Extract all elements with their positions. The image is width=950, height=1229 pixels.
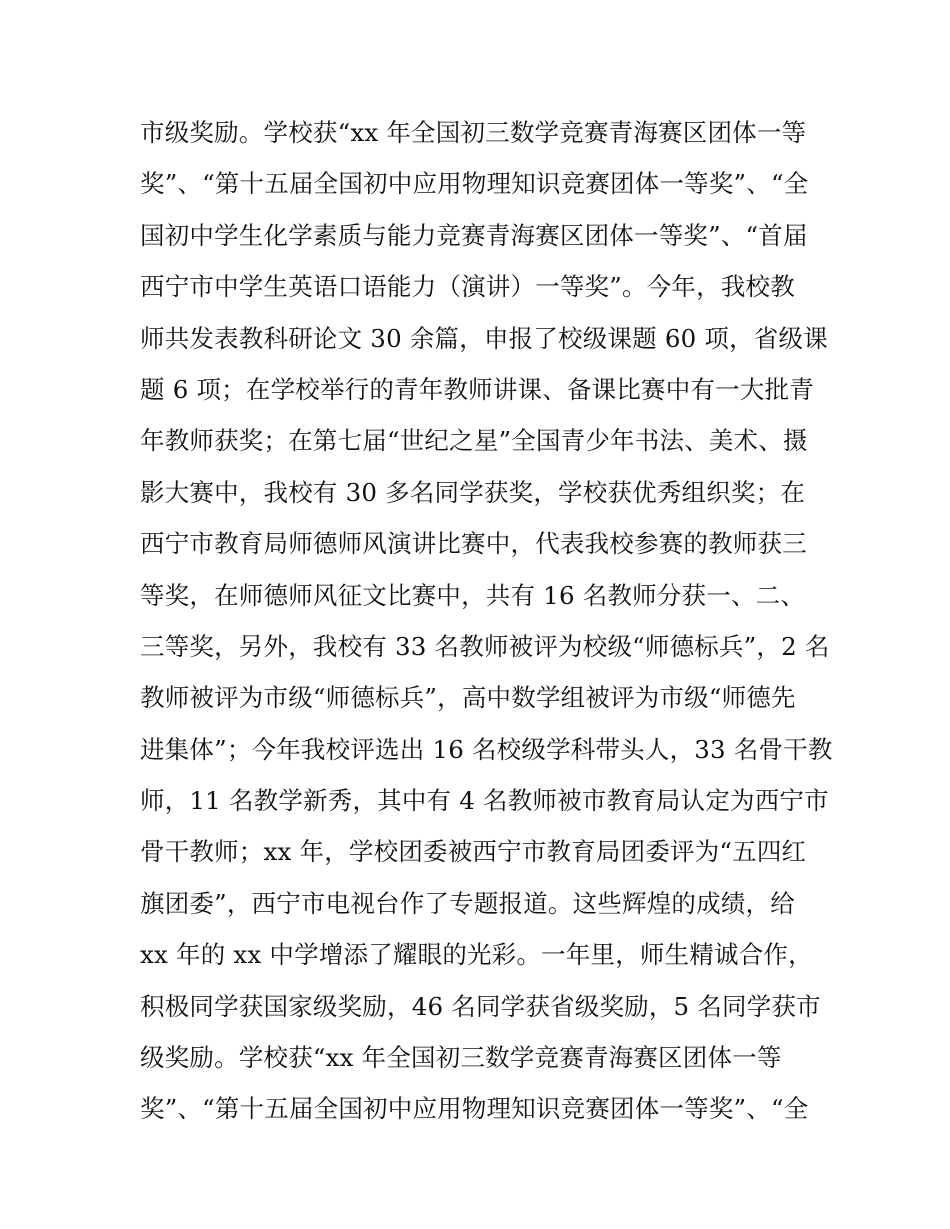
text-line: 教师被评为市级“师德标兵”，高中数学组被评为市级“师德先 bbox=[140, 683, 796, 713]
text-line: 旗团委”，西宁市电视台作了专题报道。这些辉煌的成绩，给 bbox=[140, 888, 795, 918]
text-line: 师，11 名教学新秀，其中有 4 名教师被市教育局认定为西宁市 bbox=[140, 786, 829, 816]
text-line: 西宁市教育局师德师风演讲比赛中，代表我校参赛的教师获三 bbox=[140, 529, 807, 559]
text-line: xx 年的 xx 中学增添了耀眼的光彩。一年里，师生精诚合作， bbox=[140, 940, 813, 970]
text-line: 级奖励。学校获“xx 年全国初三数学竞赛青海赛区团体一等 bbox=[140, 1043, 782, 1073]
text-line: 积极同学获国家级奖励，46 名同学获省级奖励，5 名同学获市 bbox=[140, 991, 821, 1021]
body-paragraph bbox=[140, 107, 833, 1135]
text-line: 市级奖励。学校获“xx 年全国初三数学竞赛青海赛区团体一等 bbox=[140, 118, 807, 147]
text-line: 奖”、“第十五届全国初中应用物理知识竞赛团体一等奖”、“全 bbox=[140, 169, 809, 199]
text-line: 三等奖，另外，我校有 33 名教师被评为校级“师德标兵”，2 名 bbox=[140, 631, 830, 661]
text-line: 进集体”；今年我校评选出 16 名校级学科带头人，33 名骨干教 bbox=[140, 734, 833, 764]
text-line: 奖”、“第十五届全国初中应用物理知识竞赛团体一等奖”、“全 bbox=[140, 1094, 809, 1124]
text-line: 西宁市中学生英语口语能力（演讲）一等奖”。今年，我校教 bbox=[140, 272, 795, 302]
text-line: 年教师获奖；在第七届“世纪之星”全国青少年书法、美术、摄 bbox=[140, 426, 808, 456]
text-line: 影大赛中，我校有 30 多名同学获奖，学校获优秀组织奖；在 bbox=[140, 477, 806, 507]
text-line: 等奖，在师德师风征文比赛中，共有 16 名教师分获一、二、 bbox=[140, 580, 806, 610]
text-line: 骨干教师；xx 年，学校团委被西宁市教育局团委评为“五四红 bbox=[140, 837, 807, 867]
text-line: 题 6 项；在学校举行的青年教师讲课、备课比赛中有一大批青 bbox=[140, 374, 814, 404]
text-line: 师共发表教科研论文 30 余篇，申报了校级课题 60 项，省级课 bbox=[140, 323, 828, 353]
text-line: 国初中学生化学素质与能力竞赛青海赛区团体一等奖”、“首届 bbox=[140, 220, 808, 250]
